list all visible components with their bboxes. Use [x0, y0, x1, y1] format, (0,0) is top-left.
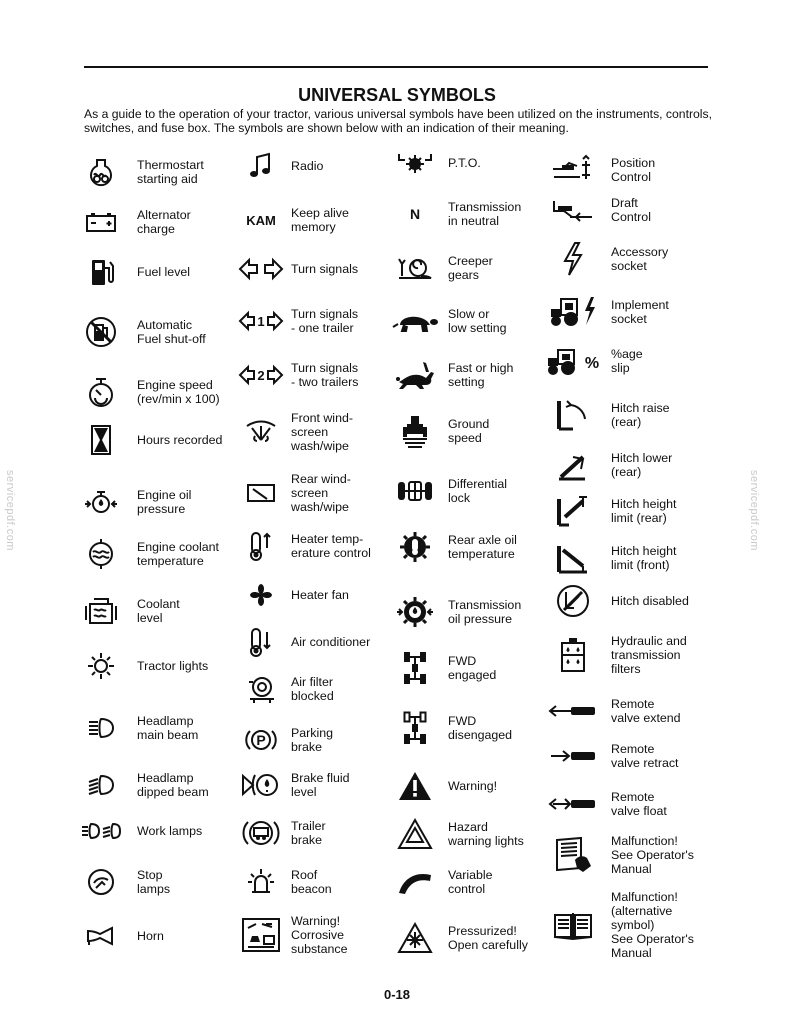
remote-float-icon	[544, 787, 602, 821]
symbol-label: FWD engaged	[448, 654, 497, 682]
draft-control-icon	[544, 193, 602, 227]
headlamp-dipped-beam-icon	[84, 768, 118, 802]
hitch-raise-icon	[544, 398, 602, 432]
symbol-label: Hitch lower (rear)	[611, 451, 673, 479]
symbol-label: Warning!	[448, 779, 498, 793]
turn-signals-two-trailers-icon	[237, 358, 285, 392]
fwd-disengaged-icon	[392, 711, 438, 745]
symbol-label: Malfunction! See Operator's Manual	[611, 834, 694, 876]
heater-temperature-icon	[237, 529, 285, 563]
symbol-label: Hazard warning lights	[448, 820, 524, 848]
symbol-label: Creeper gears	[448, 254, 493, 282]
symbol-label: Turn signals - two trailers	[291, 361, 359, 389]
symbol-label: Engine coolant temperature	[137, 540, 219, 568]
trailer-brake-icon	[237, 816, 285, 850]
turn-signals-icon	[237, 252, 285, 286]
rear-wiper-icon	[237, 476, 285, 510]
rear-axle-oil-icon	[392, 530, 438, 564]
top-rule	[84, 66, 708, 68]
kam-icon	[237, 203, 285, 237]
manual-icon	[544, 838, 602, 872]
symbol-label: Fast or high setting	[448, 361, 514, 389]
variable-control-icon	[392, 865, 438, 899]
symbol-label: Heater temp- erature control	[291, 532, 371, 560]
snail-icon	[392, 251, 438, 285]
warning-icon	[392, 769, 438, 803]
symbol-label: Malfunction! (alternative symbol) See Operator's Manual	[611, 890, 694, 960]
coolant-temperature-icon	[84, 537, 118, 571]
icon-text: 1	[257, 314, 265, 329]
symbol-label: Transmission oil pressure	[448, 598, 522, 626]
neutral-icon	[392, 197, 438, 231]
symbol-label: Heater fan	[291, 588, 349, 602]
symbol-label: Variable control	[448, 868, 493, 896]
remote-retract-icon	[544, 739, 602, 773]
symbol-label: Front wind- screen wash/wipe	[291, 411, 353, 453]
icon-text: %	[584, 355, 600, 372]
watermark-left: servicepdf.com	[4, 470, 16, 551]
tractor-lights-icon	[84, 649, 118, 683]
ground-speed-icon	[392, 414, 438, 448]
symbol-label: Ground speed	[448, 417, 490, 445]
symbol-label: Position Control	[611, 156, 656, 184]
brake-fluid-icon	[237, 768, 285, 802]
accessory-socket-icon	[544, 242, 602, 276]
fwd-engaged-icon	[392, 651, 438, 685]
alternator-charge-icon	[84, 205, 118, 239]
intro-paragraph: As a guide to the operation of your tractor, various universal symbols have been utilized on the instruments, controls, switches, and fuse box. The symbols are shown below with an indication of their meaning.	[84, 107, 712, 135]
symbol-label: P.T.O.	[448, 156, 481, 170]
hitch-lower-icon	[544, 448, 602, 482]
corrosive-warning-icon	[237, 918, 285, 952]
horn-icon	[84, 919, 118, 953]
air-filter-icon	[237, 672, 285, 706]
symbol-label: Warning! Corrosive substance	[291, 914, 348, 956]
symbol-label: Turn signals - one trailer	[291, 307, 359, 335]
parking-brake-icon	[237, 723, 285, 757]
engine-speed-icon	[84, 375, 118, 409]
coolant-level-icon	[84, 594, 118, 628]
watermark-right: servicepdf.com	[748, 470, 760, 551]
symbol-label: Fuel level	[137, 265, 191, 279]
front-wiper-icon	[237, 415, 285, 449]
hourglass-icon	[84, 423, 118, 457]
slip-icon	[544, 344, 602, 378]
symbol-label: Thermostart starting aid	[137, 158, 204, 186]
work-lamps-icon	[84, 814, 118, 848]
radio-icon	[237, 149, 285, 183]
implement-socket-icon	[544, 295, 602, 329]
symbol-label: Tractor lights	[137, 659, 209, 673]
symbol-label: Rear axle oil temperature	[448, 533, 517, 561]
symbol-label: Remote valve retract	[611, 742, 679, 770]
symbol-label: Coolant level	[137, 597, 180, 625]
symbol-label: Hydraulic and transmission filters	[611, 634, 687, 676]
hitch-height-front-icon	[544, 541, 602, 575]
differential-lock-icon	[392, 474, 438, 508]
hitch-disabled-icon	[544, 584, 602, 618]
symbol-label: Keep alive memory	[291, 206, 349, 234]
position-control-icon	[544, 153, 602, 187]
symbol-label: Transmission in neutral	[448, 200, 522, 228]
symbol-label: Trailer brake	[291, 819, 326, 847]
page-title: UNIVERSAL SYMBOLS	[298, 85, 496, 105]
fuel-shutoff-icon	[84, 315, 118, 349]
symbol-label: Accessory socket	[611, 245, 669, 273]
symbol-label: Air conditioner	[291, 635, 371, 649]
symbol-label: Differential lock	[448, 477, 508, 505]
symbol-label: %age slip	[611, 347, 643, 375]
symbol-label: Engine speed (rev/min x 100)	[137, 378, 220, 406]
symbol-label: Headlamp main beam	[137, 714, 199, 742]
symbol-label: Hitch raise (rear)	[611, 401, 670, 429]
headlamp-main-beam-icon	[84, 711, 118, 745]
symbol-label: Radio	[291, 159, 324, 173]
symbol-label: Turn signals	[291, 262, 359, 276]
symbol-label: FWD disengaged	[448, 714, 513, 742]
icon-text: 2	[257, 368, 265, 383]
manual-alt-icon	[544, 908, 602, 942]
roof-beacon-icon	[237, 865, 285, 899]
stop-lamps-icon	[84, 865, 118, 899]
symbol-label: Hitch height limit (front)	[611, 544, 677, 572]
thermostart-icon	[84, 155, 118, 189]
symbol-label: Implement socket	[611, 298, 669, 326]
symbol-label: Pressurized! Open carefully	[448, 924, 528, 952]
symbol-label: Engine oil pressure	[137, 488, 192, 516]
turtle-icon	[392, 304, 438, 338]
symbol-label: Brake fluid level	[291, 771, 350, 799]
symbol-label: Automatic Fuel shut-off	[137, 318, 206, 346]
page-number: 0-18	[383, 987, 411, 1002]
pto-icon	[392, 146, 438, 180]
symbol-label: Parking brake	[291, 726, 334, 754]
symbol-label: Hours recorded	[137, 433, 223, 447]
heater-fan-icon	[237, 578, 285, 612]
fuel-level-icon	[84, 255, 118, 289]
symbol-label: Hitch height limit (rear)	[611, 497, 677, 525]
icon-text: KAM	[246, 212, 276, 228]
symbol-label: Remote valve float	[611, 790, 667, 818]
symbol-label: Rear wind- screen wash/wipe	[291, 472, 351, 514]
engine-oil-pressure-icon	[84, 485, 118, 519]
symbol-label: Remote valve extend	[611, 697, 681, 725]
icon-text: N	[409, 206, 421, 222]
symbol-label: Headlamp dipped beam	[137, 771, 209, 799]
symbol-label: Alternator charge	[137, 208, 191, 236]
pressurized-icon	[392, 921, 438, 955]
symbol-label: Work lamps	[137, 824, 203, 838]
air-conditioner-icon	[237, 625, 285, 659]
symbol-label: Slow or low setting	[448, 307, 507, 335]
hydraulic-filters-icon	[544, 638, 602, 672]
turn-signals-one-trailer-icon	[237, 304, 285, 338]
symbol-label: Air filter blocked	[291, 675, 334, 703]
icon-text: P	[256, 732, 266, 748]
remote-extend-icon	[544, 694, 602, 728]
symbol-label: Draft Control	[611, 196, 651, 224]
symbol-label: Stop lamps	[137, 868, 171, 896]
hitch-height-rear-icon	[544, 494, 602, 528]
hazard-icon	[392, 817, 438, 851]
symbol-label: Roof beacon	[291, 868, 332, 896]
rabbit-icon	[392, 358, 438, 392]
transmission-oil-pressure-icon	[392, 595, 438, 629]
symbol-label: Horn	[137, 929, 164, 943]
symbol-label: Hitch disabled	[611, 594, 689, 608]
